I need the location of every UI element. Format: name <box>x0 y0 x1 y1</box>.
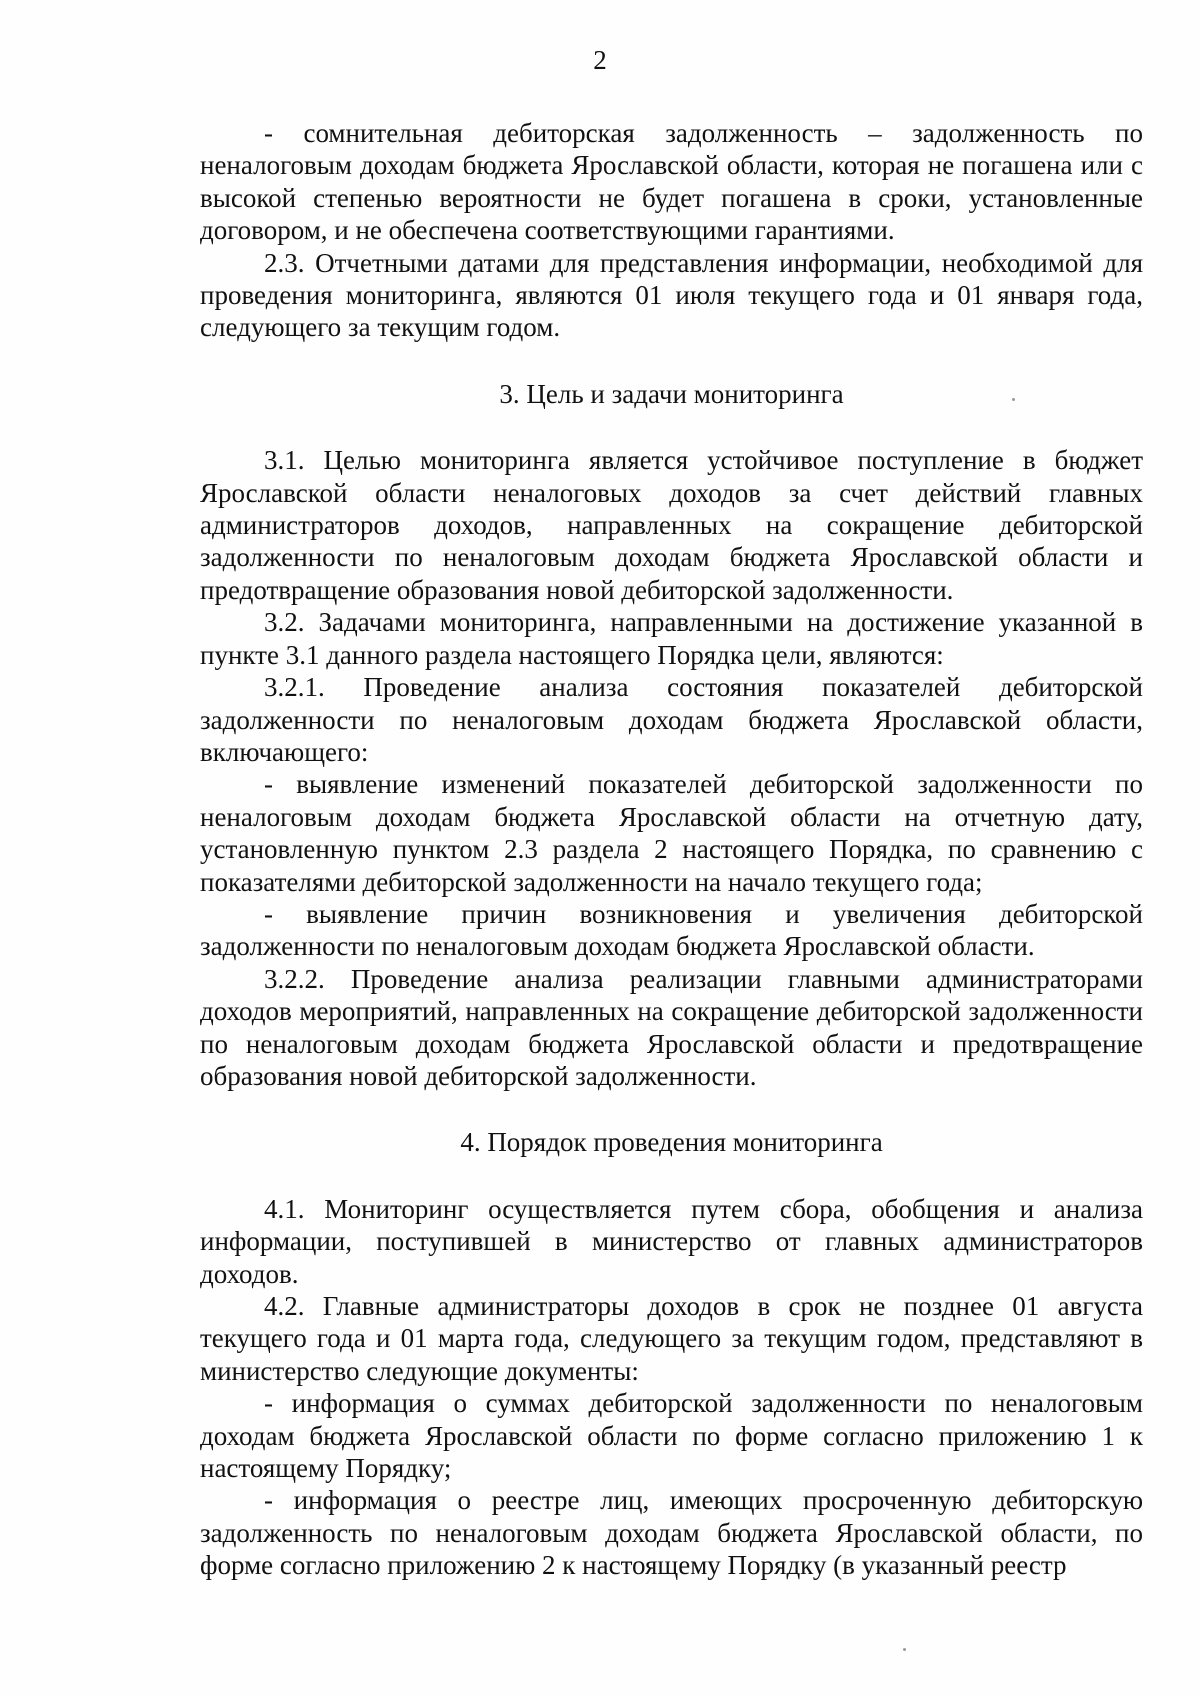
para-3-1: 3.1. Целью мониторинга является устойчивое поступление в бюджет Ярославской области неналоговых доходов за счет действий главных администраторов доходов, направленных на сокращение дебиторской задолженности по неналоговым доходам бюджета Ярославской области и предотвращение образования новой дебиторской задолженности. <box>200 445 1143 605</box>
section-3-heading: 3. Цель и задачи мониторинга <box>499 378 844 409</box>
para-4-1: 4.1. Мониторинг осуществляется путем сбора, обобщения и анализа информации, поступившей в министерство от главных администраторов доходов. <box>200 1193 1143 1289</box>
para-3-2-1-item-2: - выявление причин возникновения и увеличения дебиторской задолженности по неналоговым доходам бюджета Ярославской области. <box>200 898 1143 962</box>
para-4-2: 4.2. Главные администраторы доходов в срок не позднее 01 августа текущего года и 01 марта года, следующего за текущим годом, представляют в министерство следующие документы: <box>200 1291 1143 1386</box>
scan-speck <box>1012 398 1015 401</box>
para-3-2: 3.2. Задачами мониторинга, направленными на достижение указанной в пункте 3.1 данного раздела настоящего Порядка цели, являются: <box>200 607 1143 670</box>
section-4-heading: 4. Порядок проведения мониторинга <box>460 1127 883 1158</box>
document-body <box>200 117 1143 1582</box>
para-3-2-1-item-1: - выявление изменений показателей дебиторской задолженности по неналоговым доходам бюджета Ярославской области на отчетную дату, установленную пунктом 2.3 раздела 2 настоящего Порядка, по сравнению с показателями дебиторской задолженности на начало текущего года; <box>200 769 1143 897</box>
scan-speck <box>903 1648 906 1651</box>
para-2-3: 2.3. Отчетными датами для представления информации, необходимой для проведения мониторинга, являются 01 июля текущего года и 01 января года, следующего за текущим годом. <box>200 247 1143 343</box>
page-number: 2 <box>593 45 607 75</box>
para-4-2-item-1: - информация о суммах дебиторской задолженности по неналоговым доходам бюджета Ярославской области по форме согласно приложению 1 к настоящему Порядку; <box>200 1388 1143 1484</box>
para-doubtful-debt: - сомнительная дебиторская задолженность – задолженность по неналоговым доходам бюджета Ярославской области, которая не погашена или с высокой степенью вероятности не будет погашена в сроки, установленные договором, и не обеспечена соответствующими гарантиями. <box>200 118 1143 246</box>
para-4-2-item-2: - информация о реестре лиц, имеющих просроченную дебиторскую задолженность по неналоговым доходам бюджета Ярославской области, по форме согласно приложению 2 к настоящему Порядку (в указанный реестр <box>200 1485 1143 1581</box>
para-3-2-1: 3.2.1. Проведение анализа состояния показателей дебиторской задолженности по неналоговым доходам бюджета Ярославской области, включающего: <box>200 672 1143 767</box>
para-3-2-2: 3.2.2. Проведение анализа реализации главными администраторами доходов мероприятий, направленных на сокращение дебиторской задолженности по неналоговым доходам бюджета Ярославской области и предотвращение образования новой дебиторской задолженности. <box>200 963 1143 1091</box>
